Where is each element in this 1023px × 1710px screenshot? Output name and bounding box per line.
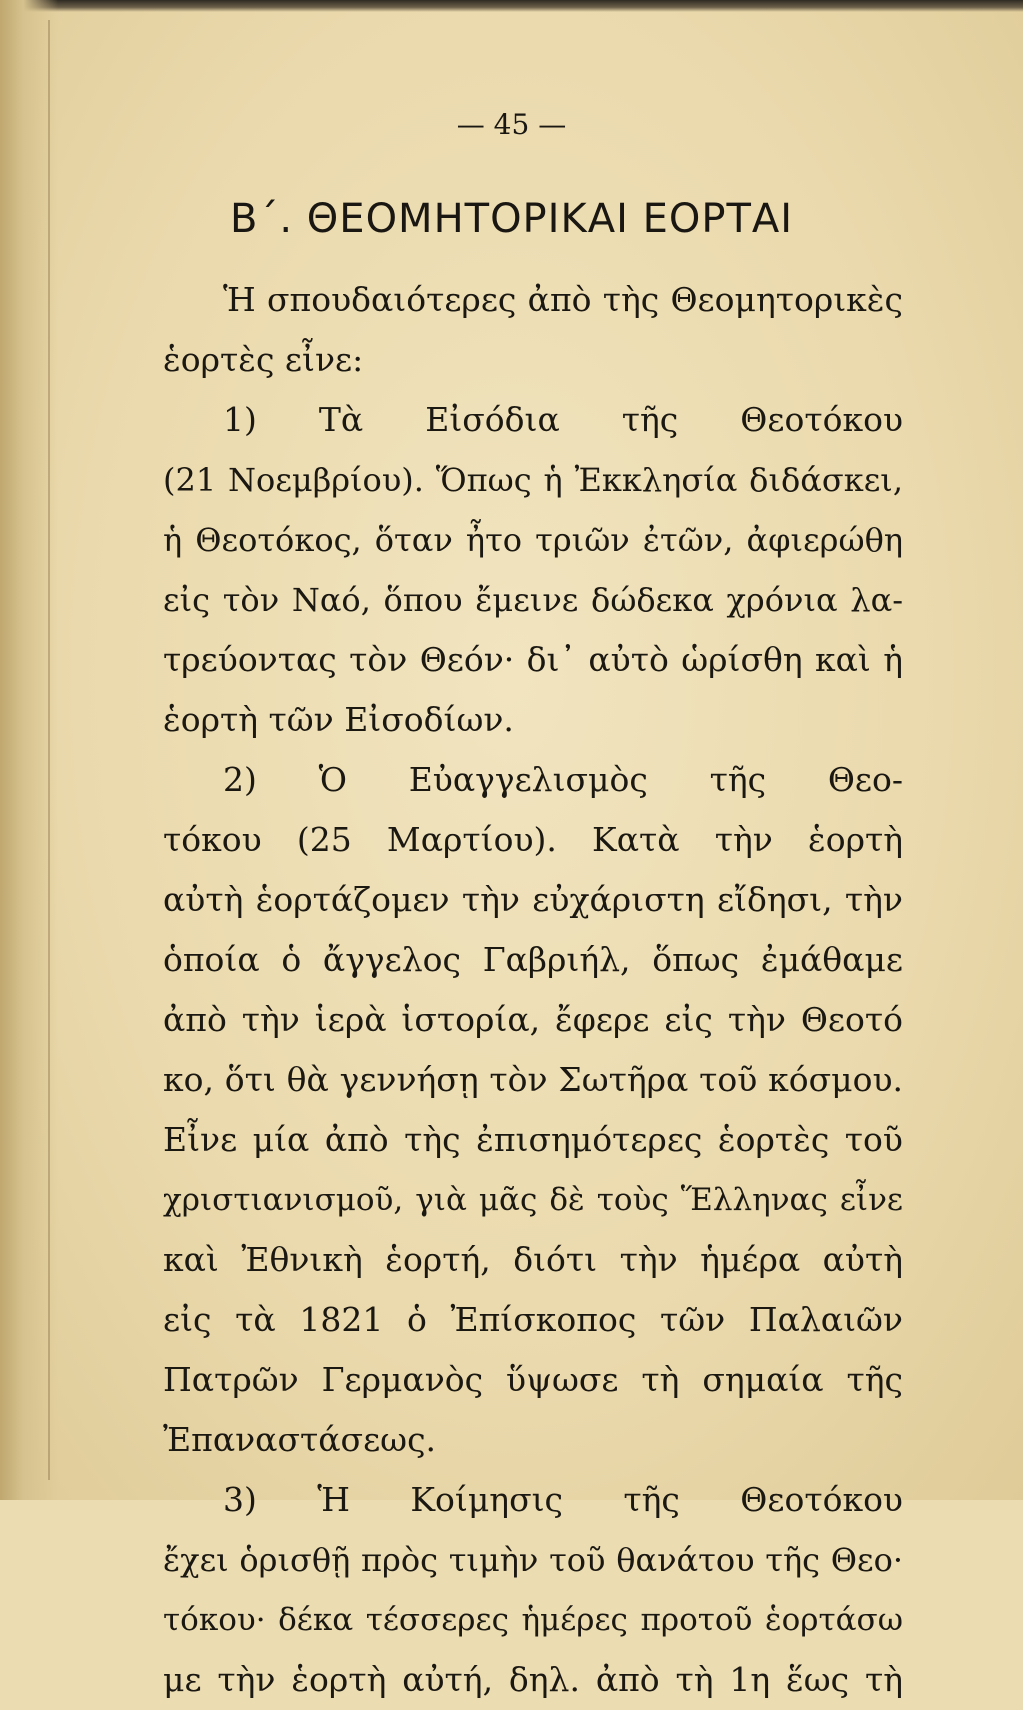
page-top-edge (0, 0, 1023, 12)
text-line: Εἶνε μία ἀπὸ τὴς ἐπισημότερες ἑορτὲς τοῦ (163, 1120, 903, 1159)
text-line: καὶ Ἐθνικὴ ἑορτή, διότι τὴν ἡμέρα αὐτὴ (163, 1240, 903, 1279)
text-line: τόκου· δέκα τέσσερες ἡμέρες προτοῦ ἑορτάσω (163, 1602, 903, 1638)
text-line: ἡ Θεοτόκος, ὅταν ἦτο τριῶν ἐτῶν, ἀφιερώθη (163, 521, 903, 559)
text-line: χριστιανισμοῦ, γιὰ μᾶς δὲ τοὺς Ἕλληνας εἶνε (163, 1182, 903, 1218)
text-line: τρεύοντας τὸν Θεόν· δι᾽ αὐτὸ ὡρίσθη καὶ ἡ (163, 640, 903, 679)
text-line: με τὴν ἑορτὴ αὐτή, δηλ. ἀπὸ τὴ 1η ἕως τὴ (163, 1660, 903, 1699)
text-line: Ἡ σπουδαιότερες ἀπὸ τὴς Θεομητορικὲς (223, 280, 903, 319)
text-line: 3) Ἡ Κοίμησις τῆς Θεοτόκου (223, 1480, 903, 1519)
text-line: ἀπὸ τὴν ἱερὰ ἱστορία, ἔφερε εἰς τὴν Θεοτό (163, 1000, 903, 1039)
text-line: 2) Ὁ Εὐαγγελισμὸς τῆς Θεο- (223, 760, 903, 799)
text-line: 1) Τὰ Εἰσόδια τῆς Θεοτόκου (223, 400, 903, 439)
text-line: ἑορτὲς εἶνε: (163, 340, 364, 379)
text-line: Ἐπαναστάσεως. (163, 1420, 437, 1459)
text-line: εἰς τὸν Ναό, ὅπου ἔμεινε δώδεκα χρόνια λα- (163, 581, 903, 619)
text-line: τόκου (25 Μαρτίου). Κατὰ τὴν ἑορτὴ (163, 820, 903, 859)
body-text (163, 270, 903, 1710)
text-line: ἔχει ὁρισθῇ πρὸς τιμὴν τοῦ θανάτου τῆς Θεο· (163, 1541, 903, 1579)
text-line: εἰς τὰ 1821 ὁ Ἐπίσκοπος τῶν Παλαιῶν (163, 1300, 903, 1339)
text-line: Πατρῶν Γερμανὸς ὕψωσε τὴ σημαία τῆς (163, 1360, 903, 1399)
text-line: κο, ὅτι θὰ γεννήσῃ τὸν Σωτῆρα τοῦ κόσμου. (163, 1060, 903, 1099)
text-line: ὁποία ὁ ἄγγελος Γαβριήλ, ὅπως ἐμάθαμε (163, 940, 903, 979)
text-line: αὐτὴ ἑορτάζομεν τὴν εὐχάριστη εἴδησι, τὴν (163, 880, 903, 919)
text-line: ἑορτὴ τῶν Εἰσοδίων. (163, 700, 514, 739)
chapter-title: Β΄. ΘΕΟΜΗΤΟΡΙΚΑΙ ΕΟΡΤΑΙ (229, 196, 794, 242)
text-line: (21 Νοεμβρίου). Ὅπως ἡ Ἐκκλησία διδάσκει, (163, 461, 903, 499)
page-number: — 45 — (456, 108, 567, 141)
